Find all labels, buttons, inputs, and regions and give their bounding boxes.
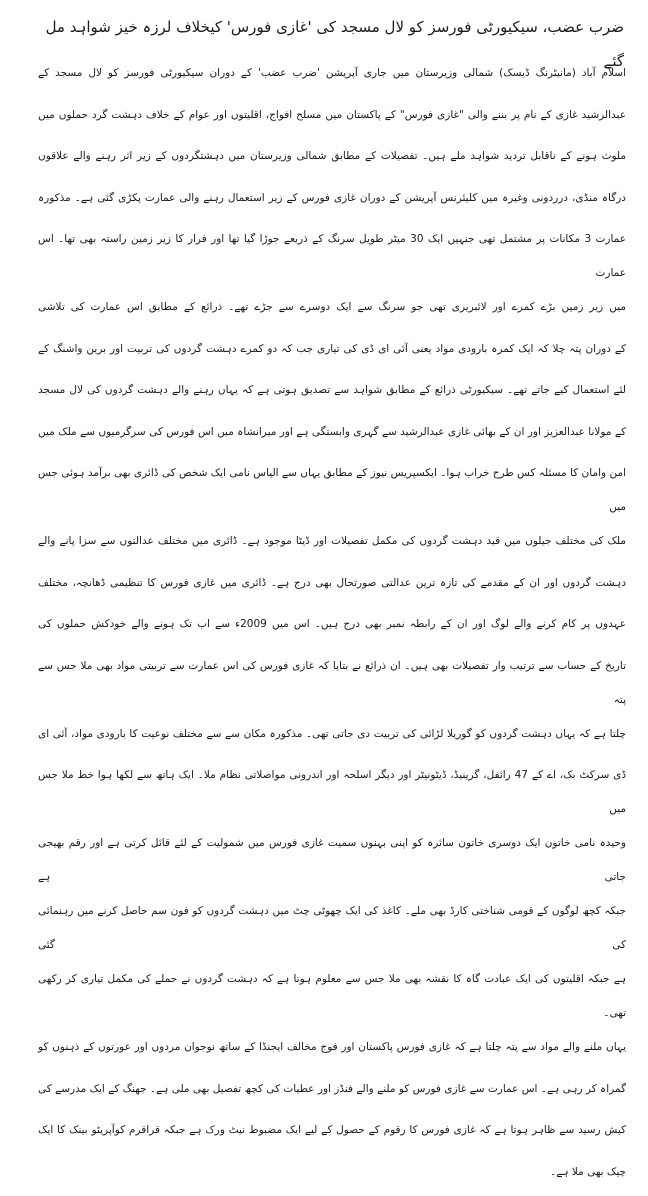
article-body <box>38 56 626 1196</box>
article-line: کے دوران پتہ چلا کہ ایک کمرہ بارودی مواد یعنی آئی ای ڈی کی تیاری جب کہ دو کمرے دہشت گردوں کی تربیت اور برین واشنگ کے <box>38 332 626 374</box>
article-line: ملوث ہونے کے ناقابل تردید شواہد ملے ہیں۔ تفصیلات کے مطابق شمالی وزیرستان میں دہشتگردوں کے زیر اثر رہنے والے علاقوں <box>38 139 626 181</box>
article-line: لئے استعمال کیے جاتے تھے۔ سیکیورٹی ذرائع کے مطابق شواہد سے تصدیق ہوتی ہے کہ یہاں رہنے والے دہشت گردوں کی لال مسجد <box>38 373 626 415</box>
article-line: اسلام آباد (مانیٹرنگ ڈیسک) شمالی وزیرستان میں جاری آپریشن 'ضرب عضب' کے دوران سیکیورٹی فورسز کو لال مسجد کے <box>38 56 626 98</box>
article-line: کیش رسید سے ظاہر ہوتا ہے کہ غازی فورس کا رقوم کے حصول کے لیے ایک مضبوط نیٹ ورک ہے جبکہ قراقرم کوآپریٹو بینک کا ایک <box>38 1113 626 1155</box>
article-line: چیک بھی ملا ہے۔ <box>38 1155 626 1196</box>
article-line: درگاہ منڈی، درردونی وغیرہ میں کلیئرنس آپریشن کے دوران غازی فورس کے زیر استعمال رہنے والی عمارت پکڑی گئی ہے۔ مذکورہ <box>38 181 626 223</box>
article-line: تاریخ کے حساب سے ترتیب وار تفصیلات بھی ہیں۔ ان ذرائع نے بتایا کہ غازی فورس کی اس عمارت سے تربیتی مواد بھی ملا جس سے پتہ <box>38 649 626 717</box>
article-line: یہاں ملنے والے مواد سے پتہ چلتا ہے کہ غازی فورس پاکستان اور فوج مخالف ایجنڈا کے ساتھ نوجوان مردوں اور عورتوں کے ذہنوں کو <box>38 1030 626 1072</box>
article-line: گمراہ کر رہی ہے۔ اس عمارت سے غازی فورس کو ملنے والے فنڈز اور عطیات کی کچھ تفصیل بھی ملی ہے۔ جھنگ کے ایک مدرسے کی <box>38 1072 626 1114</box>
article-line: عمارت 3 مکانات پر مشتمل تھی جنہیں ایک 30 میٹر طویل سرنگ کے ذریعے جوڑا گیا تھا اور فرار کا زیر زمین راستہ بھی تھا۔ اس عمارت <box>38 222 626 290</box>
article-line: دہشت گردوں اور ان کے مقدمے کی تازہ ترین عدالتی صورتحال بھی درج ہے۔ ڈائری میں غازی فورس کا تنظیمی ڈھانچہ، مختلف <box>38 566 626 608</box>
article-line: کے مولانا عبدالعزیز اور ان کے بھائی غازی عبدالرشید سے گہری وابستگی ہے اور میرانشاہ میں اس فورس کی سرگرمیوں سے ملک میں <box>38 415 626 457</box>
article-line: وحیدہ نامی خاتون ایک دوسری خاتون سائرہ کو اپنی بہنوں سمیت غازی فورس میں شمولیت کے لئے قائل کرتی ہے اور رقم بھیجی جاتی ہے <box>38 826 626 894</box>
article-line: ڈی سرکٹ بک، اے کے 47 رائفل، گرینیڈ، ڈیٹونیٹر اور دیگر اسلحہ اور اندرونی مواصلاتی نظام ملا۔ ایک ہاتھ سے لکھا ہوا خط ملا جس میں <box>38 758 626 826</box>
article-line: جبکہ کچھ لوگوں کے قومی شناختی کارڈ بھی ملے۔ کاغذ کی ایک چھوٹی چٹ میں دہشت گردوں کو فون سم حاصل کرنے میں رہنمائی کی گئی <box>38 894 626 962</box>
article-line: چلتا ہے کہ یہاں دہشت گردوں کو گوریلا لڑائی کی تربیت دی جاتی تھی۔ مذکورہ مکان سے سے مختلف نوعیت کا بارودی مواد، آئی ای <box>38 717 626 759</box>
article-line: عہدوں پر کام کرنے والے لوگ اور ان کے رابطہ نمبر بھی درج ہیں۔ اس میں 2009ء سے اب تک ہونے والے خودکش حملوں کی <box>38 607 626 649</box>
article-line: عبدالرشید غازی کے نام پر بننے والی "غازی فورس" کے پاکستان میں مسلح افواج، اقلیتوں اور عوام کے خلاف دہشت گرد حملوں میں <box>38 98 626 140</box>
article-line: امن وامان کا مسئلہ کس طرح خراب ہوا۔ ایکسپریس نیوز کے مطابق یہاں سے الیاس نامی ایک شخص کی ڈائری بھی برآمد ہوئی جس میں <box>38 456 626 524</box>
article-line: ملک کی مختلف جیلوں میں قید دہشت گردوں کی مکمل تفصیلات اور ڈیٹا موجود ہے۔ ڈائری میں مختلف عدالتوں سے سزا پانے والے <box>38 524 626 566</box>
article-title: ضرب عضب، سیکیورٹی فورسز کو لال مسجد کی 'غازی فورس' کیخلاف لرزہ خیز شواہد مل گئے <box>24 10 624 78</box>
article-line: میں زیر زمین بڑے کمرے اور لائبریری تھی جو سرنگ سے ایک دوسرے سے جڑے تھے۔ ذرائع کے مطابق اس عمارت کی تلاشی <box>38 290 626 332</box>
article-line: ہے جبکہ اقلیتوں کی ایک عبادت گاہ کا نقشہ بھی ملا جس سے معلوم ہوتا ہے کہ دہشت گردوں نے حملے کی مکمل تیاری کر رکھی تھی۔ <box>38 962 626 1030</box>
